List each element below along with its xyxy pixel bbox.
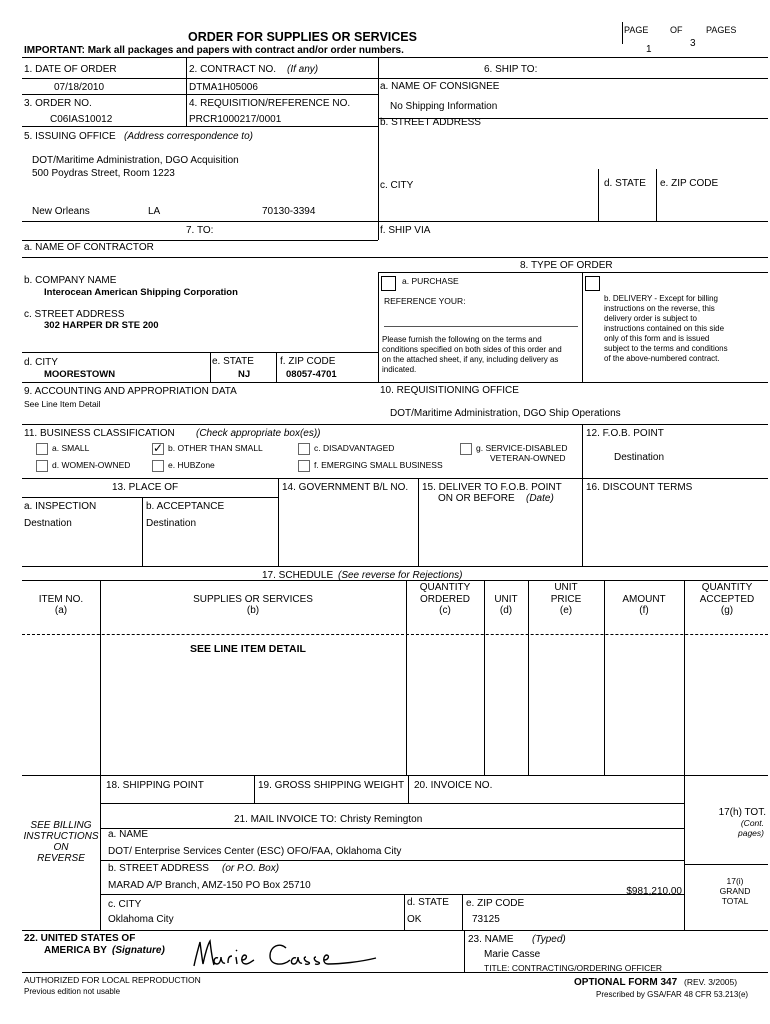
mail-invoice-label: 21. MAIL INVOICE TO: xyxy=(234,814,337,825)
women-owned-checkbox[interactable] xyxy=(36,460,48,472)
contractor-city-label: d. CITY xyxy=(24,357,58,368)
other-than-small-checkbox[interactable] xyxy=(152,443,164,455)
invoice-name-label: a. NAME xyxy=(108,829,149,840)
consignee-label: a. NAME OF CONSIGNEE xyxy=(380,81,500,92)
issuing-office-label: 5. ISSUING OFFICE xyxy=(24,131,116,142)
service-disabled-checkbox[interactable] xyxy=(460,443,472,455)
small-checkbox[interactable] xyxy=(36,443,48,455)
deliver-date-qualifier: (Date) xyxy=(526,493,554,504)
disadvantaged-checkbox[interactable] xyxy=(298,443,310,455)
acceptance-value: Destination xyxy=(146,518,197,529)
other-than-small-label: b. OTHER THAN SMALL xyxy=(168,443,263,453)
col-supplies-sub: (b) xyxy=(246,605,260,616)
invoice-name-value: DOT/ Enterprise Services Center (ESC) OFO/FAA, Oklahoma City xyxy=(108,846,402,857)
col-qty-accepted-header-1: QUANTITY xyxy=(701,582,753,593)
grand-total-label-3: TOTAL xyxy=(721,896,749,906)
reference-your-label: REFERENCE YOUR: xyxy=(384,296,466,306)
delivery-text-5: only of this form and is issued xyxy=(604,334,710,343)
business-classification-qualifier: (Check appropriate box(es)) xyxy=(196,428,321,439)
delivery-checkbox[interactable] xyxy=(585,276,600,291)
see-billing-3: ON xyxy=(53,842,69,853)
see-line-item-detail: SEE LINE ITEM DETAIL xyxy=(190,643,306,655)
inspection-value: Destnation xyxy=(24,518,72,529)
col-qty-ordered-header-1: QUANTITY xyxy=(419,582,471,593)
contractor-zip-value: 08057-4701 xyxy=(286,369,337,380)
accounting-value: See Line Item Detail xyxy=(24,399,101,409)
veteran-owned-label: VETERAN-OWNED xyxy=(490,453,566,463)
name-qualifier: (Typed) xyxy=(532,934,566,945)
ship-city-label: c. CITY xyxy=(380,180,414,191)
women-owned-label: d. WOMEN-OWNED xyxy=(52,460,131,470)
shipping-point-label: 18. SHIPPING POINT xyxy=(106,780,204,791)
contractor-state-value: NJ xyxy=(238,369,251,380)
name-label: 23. NAME xyxy=(468,934,514,945)
delivery-text-4: instructions contained on this side xyxy=(604,324,725,333)
form-revision: (REV. 3/2005) xyxy=(684,977,738,987)
service-disabled-label: g. SERVICE-DISABLED xyxy=(476,443,568,453)
order-no-value: C06IAS10012 xyxy=(50,114,113,125)
fob-point-label: 12. F.O.B. POINT xyxy=(586,428,664,439)
contractor-zip-label: f. ZIP CODE xyxy=(280,356,336,367)
invoice-street-value: MARAD A/P Branch, AMZ-150 PO Box 25710 xyxy=(108,880,311,891)
invoice-city-label: c. CITY xyxy=(108,899,142,910)
see-billing-4: REVERSE xyxy=(37,853,85,864)
acceptance-label: b. ACCEPTANCE xyxy=(146,501,225,512)
requisitioning-office-label: 10. REQUISITIONING OFFICE xyxy=(380,385,519,396)
delivery-text-1: b. DELIVERY - Except for billing xyxy=(604,294,718,303)
delivery-text-2: instructions on the reverse, this xyxy=(604,304,715,313)
purchase-checkbox[interactable] xyxy=(381,276,396,291)
page-number: 1 xyxy=(646,44,652,55)
see-billing-2: INSTRUCTIONS xyxy=(23,831,99,842)
col-amount-sub: (f) xyxy=(639,605,649,616)
date-of-order-label: 1. DATE OF ORDER xyxy=(24,64,117,75)
col-unit-header: UNIT xyxy=(494,594,518,605)
furnish-line-2: conditions specified on both sides of this order and xyxy=(382,345,562,354)
total-cont-note-1: (Cont. xyxy=(740,818,764,828)
grand-total-amount: $981,210.00 xyxy=(626,886,682,897)
of-label: OF xyxy=(670,25,683,35)
discount-terms-label: 16. DISCOUNT TERMS xyxy=(586,482,693,493)
form-title: ORDER FOR SUPPLIES OR SERVICES xyxy=(188,30,417,44)
requisition-no-label: 4. REQUISITION/REFERENCE NO. xyxy=(189,98,351,109)
emerging-small-business-label: f. EMERGING SMALL BUSINESS xyxy=(314,460,443,470)
delivery-text-7: of the above-numbered contract. xyxy=(604,354,720,363)
col-qty-accepted-header-2: ACCEPTED xyxy=(699,594,755,605)
accounting-label: 9. ACCOUNTING AND APPROPRIATION DATA xyxy=(24,386,237,397)
important-notice: IMPORTANT: Mark all packages and papers with contract and/or order numbers. xyxy=(24,45,404,56)
requisition-no-value: PRCR1000217/0001 xyxy=(189,114,282,125)
col-unit-price-header-2: PRICE xyxy=(550,594,582,605)
signature-qualifier: (Signature) xyxy=(112,945,165,956)
contractor-state-label: e. STATE xyxy=(212,356,254,367)
company-name-value: Interocean American Shipping Corporation xyxy=(44,287,238,298)
united-states-label-2: AMERICA BY xyxy=(44,945,107,956)
col-unit-sub: (d) xyxy=(499,605,513,616)
previous-edition: Previous edition not usable xyxy=(24,987,121,996)
contract-no-value: DTMA1H05006 xyxy=(189,82,258,93)
street-address-label: c. STREET ADDRESS xyxy=(24,309,125,320)
street-address-value: 302 HARPER DR STE 200 xyxy=(44,320,159,331)
issuing-office-qualifier: (Address correspondence to) xyxy=(124,131,253,142)
invoice-state-value: OK xyxy=(407,914,422,925)
ship-street-label: b. STREET ADDRESS xyxy=(380,117,481,128)
total-cont-note-2: pages) xyxy=(738,828,764,838)
delivery-text-6: subject to the terms and conditions xyxy=(604,344,728,353)
col-qty-accepted-sub: (g) xyxy=(720,605,734,616)
col-item-no-header: ITEM NO. xyxy=(38,594,84,605)
hubzone-label: e. HUBZone xyxy=(168,460,215,470)
contractor-name-label: a. NAME OF CONTRACTOR xyxy=(24,242,154,253)
hubzone-checkbox[interactable] xyxy=(152,460,164,472)
mail-invoice-value: Christy Remington xyxy=(340,814,423,825)
ship-to-label: 6. SHIP TO: xyxy=(484,64,538,75)
signature-image xyxy=(190,936,380,972)
contract-no-qualifier: (If any) xyxy=(287,64,319,75)
invoice-state-label: d. STATE xyxy=(407,897,449,908)
type-of-order-label: 8. TYPE OF ORDER xyxy=(520,260,613,271)
check-mark-icon: ✓ xyxy=(153,441,164,455)
requisitioning-office-value: DOT/Maritime Administration, DGO Ship Operations xyxy=(390,408,621,419)
delivery-text-3: delivery order is subject to xyxy=(604,314,697,323)
col-qty-ordered-header-2: ORDERED xyxy=(419,594,470,605)
authorized-reproduction: AUTHORIZED FOR LOCAL REPRODUCTION xyxy=(24,975,201,985)
small-label: a. SMALL xyxy=(52,443,90,453)
emerging-small-business-checkbox[interactable] xyxy=(298,460,310,472)
furnish-line-3: on the attached sheet, if any, including delivery as xyxy=(382,355,559,364)
contract-no-label: 2. CONTRACT NO. xyxy=(189,64,277,75)
issuing-office-state: LA xyxy=(148,206,161,217)
page-label: PAGE xyxy=(624,25,649,35)
ship-state-label: d. STATE xyxy=(604,178,646,189)
col-unit-price-header-1: UNIT xyxy=(554,582,578,593)
total-cont-label: 17(h) TOT. xyxy=(718,807,766,818)
to-label: 7. TO: xyxy=(186,225,214,236)
pages-label: PAGES xyxy=(706,25,737,35)
ship-via-label: f. SHIP VIA xyxy=(380,225,431,236)
invoice-zip-value: 73125 xyxy=(472,914,500,925)
disadvantaged-label: c. DISADVANTAGED xyxy=(314,443,395,453)
invoice-zip-label: e. ZIP CODE xyxy=(466,898,525,909)
furnish-line-1: Please furnish the following on the terms and xyxy=(382,335,542,344)
company-name-label: b. COMPANY NAME xyxy=(24,275,117,286)
issuing-office-city: New Orleans xyxy=(32,206,90,217)
inspection-label: a. INSPECTION xyxy=(24,501,97,512)
invoice-street-qualifier: (or P.O. Box) xyxy=(222,863,280,874)
col-qty-ordered-sub: (c) xyxy=(439,605,451,616)
contractor-city-value: MOORESTOWN xyxy=(44,369,116,380)
issuing-office-line2: 500 Poydras Street, Room 1223 xyxy=(32,168,175,179)
government-bl-label: 14. GOVERNMENT B/L NO. xyxy=(282,482,409,493)
grand-total-label-1: 17(i) xyxy=(726,876,744,886)
order-no-label: 3. ORDER NO. xyxy=(24,98,92,109)
place-of-label: 13. PLACE OF xyxy=(112,482,179,493)
invoice-city-value: Oklahoma City xyxy=(108,914,174,925)
business-classification-label: 11. BUSINESS CLASSIFICATION xyxy=(24,428,175,439)
deliver-on-before-label: ON OR BEFORE xyxy=(438,493,515,504)
prescribed-by: Prescribed by GSA/FAR 48 CFR 53.213(e) xyxy=(596,990,749,999)
deliver-fob-label: 15. DELIVER TO F.O.B. POINT xyxy=(422,482,562,493)
officer-title: TITLE: CONTRACTING/ORDERING OFFICER xyxy=(484,963,663,973)
col-unit-price-sub: (e) xyxy=(559,605,573,616)
invoice-street-label: b. STREET ADDRESS xyxy=(108,863,209,874)
schedule-label: 17. SCHEDULE xyxy=(262,570,334,581)
schedule-qualifier: (See reverse for Rejections) xyxy=(338,570,463,581)
col-item-no-sub: (a) xyxy=(54,605,68,616)
fob-point-value: Destination xyxy=(614,452,665,463)
gross-weight-label: 19. GROSS SHIPPING WEIGHT xyxy=(258,780,405,791)
issuing-office-line1: DOT/Maritime Administration, DGO Acquisition xyxy=(32,155,239,166)
col-supplies-header: SUPPLIES OR SERVICES xyxy=(193,594,313,605)
purchase-label: a. PURCHASE xyxy=(402,276,459,286)
ship-zip-label: e. ZIP CODE xyxy=(660,178,719,189)
page-count: 3 xyxy=(690,38,696,49)
name-value: Marie Casse xyxy=(484,949,541,960)
consignee-value: No Shipping Information xyxy=(390,101,498,112)
see-billing-1: SEE BILLING xyxy=(30,820,92,831)
invoice-no-label: 20. INVOICE NO. xyxy=(414,780,493,791)
grand-total-label-2: GRAND xyxy=(719,886,751,896)
col-amount-header: AMOUNT xyxy=(622,594,666,605)
furnish-line-4: indicated. xyxy=(382,365,417,374)
issuing-office-zip: 70130-3394 xyxy=(262,206,316,217)
date-of-order-value: 07/18/2010 xyxy=(54,82,105,93)
united-states-label-1: 22. UNITED STATES OF xyxy=(24,933,136,944)
form-number: OPTIONAL FORM 347 xyxy=(574,977,678,988)
